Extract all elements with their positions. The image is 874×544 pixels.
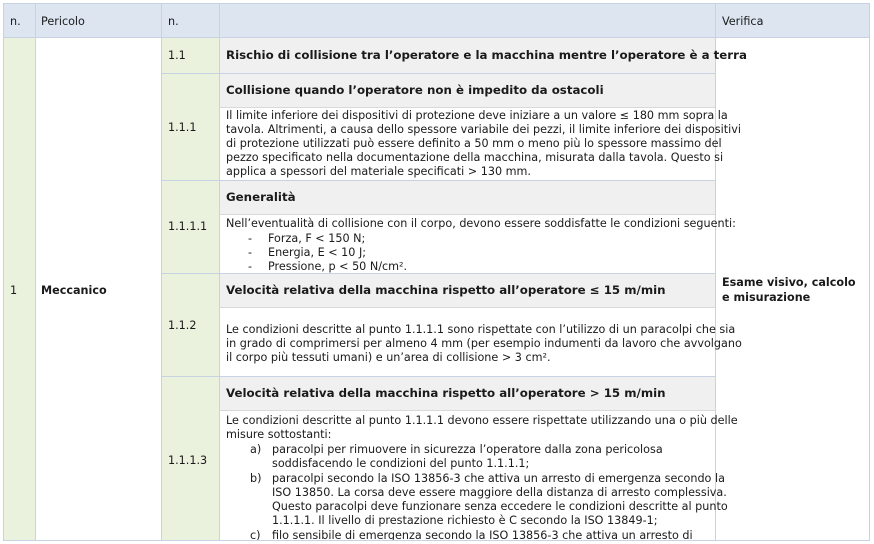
list-item: paracolpi secondo la ISO 13856-3 che attiva un arresto di emergenza secondo la — [272, 472, 725, 485]
item-number-1-1: 1.1 — [168, 49, 186, 62]
item-title-1-1: Rischio di collisione tra l’operatore e la macchina mentre l’operatore è a terra — [226, 48, 747, 62]
body-line: Le condizioni descritte al punto 1.1.1.1 devono essere rispettate utilizzando una o più delle — [226, 414, 738, 427]
row-number: 1 — [10, 284, 18, 297]
list-mark: b) — [250, 472, 262, 485]
body-line: pezzo specificato nella documentazione della macchina, misurata dalla tavola. Questo si — [226, 151, 724, 164]
body-line: di protezione utilizzati può essere definito a 50 mm o meno più lo spessore massimo del — [226, 137, 722, 150]
header-verifica: Verifica — [722, 15, 764, 28]
list-mark: c) — [250, 529, 261, 541]
safety-requirements-table — [3, 3, 870, 541]
grid-h-1 — [161, 73, 715, 74]
body-line: il corpo più tessuti umani) e un’area di collisione > 3 cm². — [226, 351, 551, 364]
body-line: tavola. Altrimenti, a causa dello spessore variabile dei pezzi, il limite inferiore dei dispositivi — [226, 123, 741, 136]
list-item: Forza, F < 150 N; — [268, 232, 366, 245]
grid-h-3b — [219, 307, 715, 308]
list-item: Questo paracolpi deve funzionare senza eccedere le condizioni descritte al punto — [272, 500, 728, 513]
item-title-1-1-2: Velocità relativa della macchina rispetto all’operatore ≤ 15 m/min — [226, 283, 666, 297]
body-intro: Nell’eventualità di collisione con il corpo, devono essere soddisfatte le condizioni seguenti: — [226, 217, 736, 230]
list-item: Energia, E < 10 J; — [268, 246, 367, 259]
grid-h-2 — [161, 180, 715, 181]
list-item: soddisfacendo le condizioni del punto 1.1.1.1; — [272, 457, 530, 470]
list-item: Pressione, p < 50 N/cm². — [268, 260, 408, 273]
grid-v1 — [35, 4, 36, 541]
body-line: misure sottostanti: — [226, 428, 332, 441]
list-dash: - — [248, 260, 253, 273]
list-dash: - — [248, 232, 253, 245]
item-title-1-1-1-1: Generalità — [226, 190, 296, 204]
grid-h-2b — [219, 214, 715, 215]
list-dash: - — [248, 246, 253, 259]
body-line: in grado di comprimersi per almeno 4 mm (per esempio indumenti da lavoro che avvolgano — [226, 337, 742, 350]
hazard-name: Meccanico — [41, 284, 107, 297]
list-item: ISO 13850. La corsa deve essere maggiore della distanza di arresto complessiva. — [272, 486, 727, 499]
header-pericolo: Pericolo — [41, 15, 85, 28]
item-number-1-1-1-1: 1.1.1.1 — [168, 220, 208, 233]
grid-h-4b — [219, 410, 715, 411]
header-n2: n. — [168, 15, 179, 28]
item-number-1-1-1: 1.1.1 — [168, 121, 197, 134]
verification-method: Esame visivo, calcolo e misurazione — [722, 276, 856, 304]
col-n-bg — [4, 38, 35, 541]
grid-h-3 — [161, 273, 715, 274]
item-title-1-1-3: Velocità relativa della macchina rispetto all’operatore > 15 m/min — [226, 386, 666, 400]
list-mark: a) — [250, 443, 262, 456]
list-item: paracolpi per rimuovere in sicurezza l’operatore dalla zona pericolosa — [272, 443, 663, 456]
body-line: applica a spessori del materiale specificati > 130 mm. — [226, 165, 531, 178]
header-n: n. — [10, 15, 21, 28]
item-number-1-1-3: 1.1.1.3 — [168, 454, 208, 467]
item-title-1-1-1: Collisione quando l’operatore non è impedito da ostacoli — [226, 83, 604, 97]
grid-v4 — [715, 4, 716, 541]
grid-h-header — [4, 37, 869, 38]
grid-h-4 — [161, 376, 715, 377]
list-item: 1.1.1.1. Il livello di prestazione richiesto è C secondo la ISO 13849-1; — [272, 514, 658, 527]
body-line: Le condizioni descritte al punto 1.1.1.1 sono rispettate con l’utilizzo di un paracolpi che sia — [226, 323, 736, 336]
list-item: filo sensibile di emergenza secondo la ISO 13856-3 che attiva un arresto di — [272, 529, 693, 541]
item-number-1-1-2: 1.1.2 — [168, 319, 197, 332]
body-line: Il limite inferiore dei dispositivi di protezione deve iniziare a un valore ≤ 180 mm sopra la — [226, 109, 728, 122]
